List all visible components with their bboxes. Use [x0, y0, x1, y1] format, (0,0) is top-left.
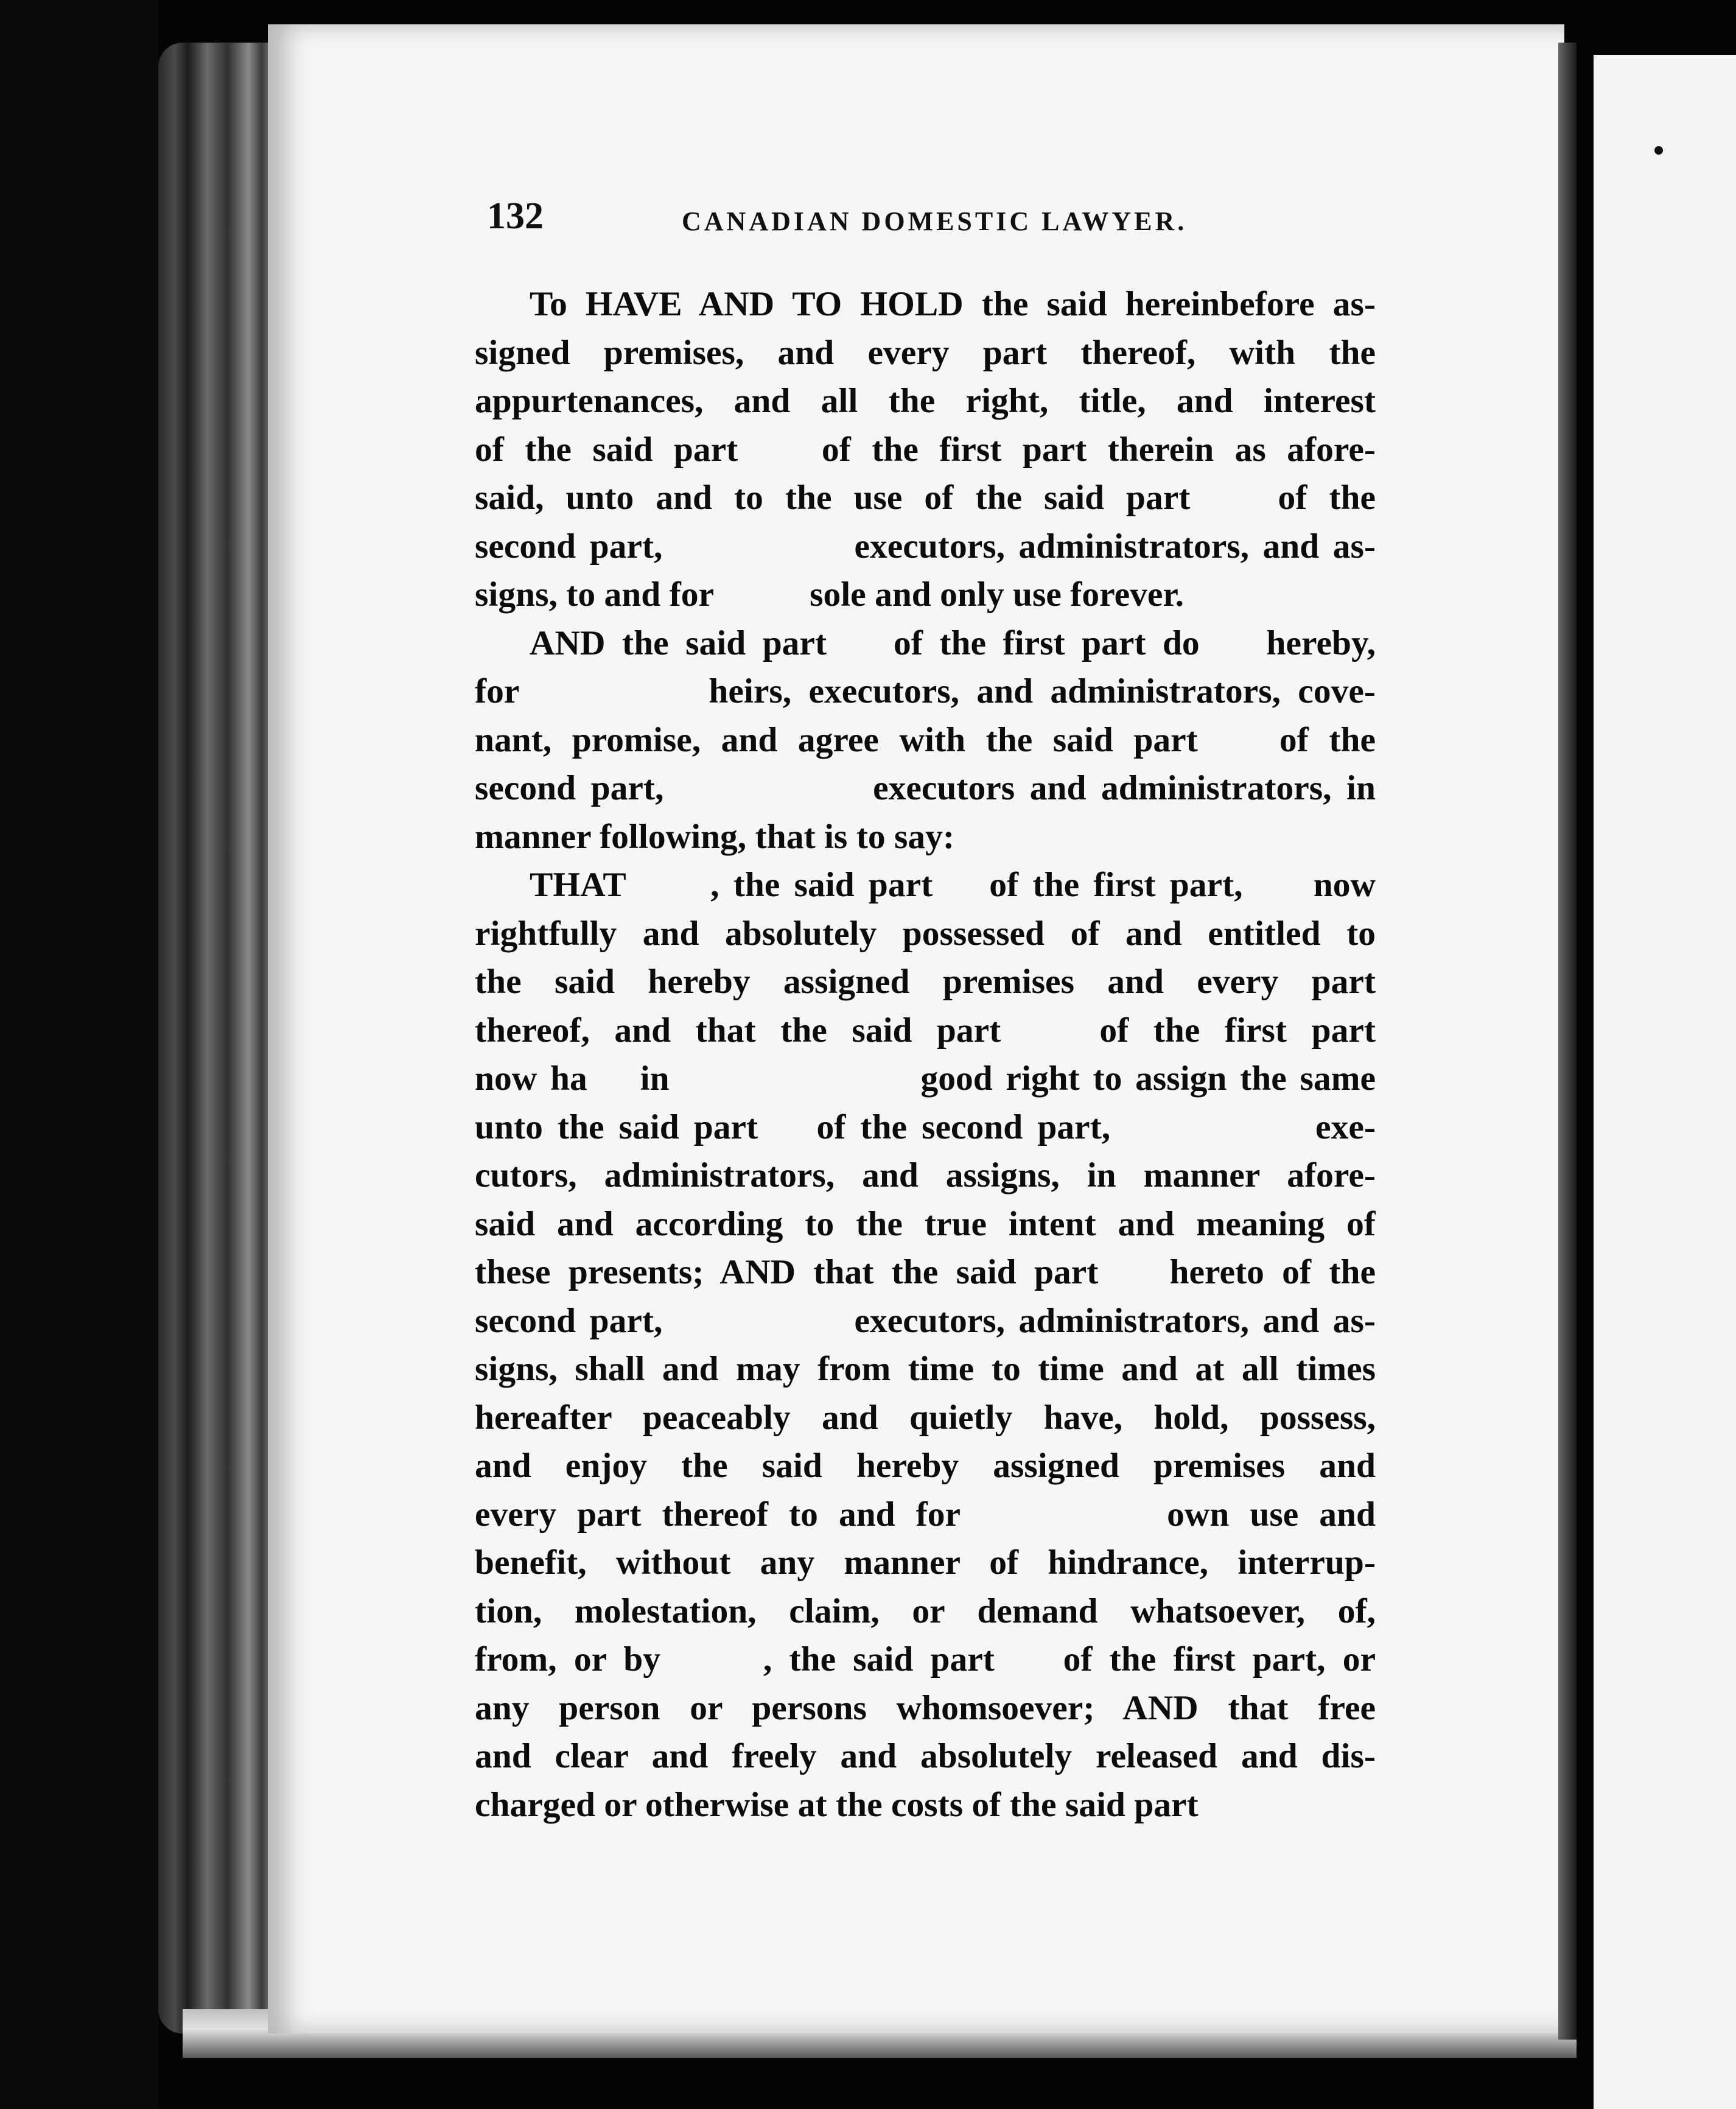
- text-line: said and according to the true intent and meaning of: [475, 1204, 1376, 1243]
- text-line: appurtenances, and all the right, title, and interest: [475, 382, 1376, 420]
- running-head: CANADIAN DOMESTIC LAWYER.: [682, 206, 1188, 236]
- text-line: second part, executors, administrators, and as-: [475, 527, 1376, 566]
- ink-speck: [1654, 146, 1663, 155]
- text-line: tion, molestation, claim, or demand whatsoever, of,: [475, 1591, 1376, 1630]
- gutter-shadow: [1558, 43, 1577, 2040]
- text-line: signs, shall and may from time to time and at all times: [475, 1350, 1376, 1388]
- text-line: nant, promise, and agree with the said part of the: [475, 720, 1376, 759]
- text-line: THAT , the said part of the first part, now: [530, 866, 1376, 904]
- text-line: now ha in good right to assign the same: [475, 1059, 1376, 1098]
- text-line: signed premises, and every part thereof, with the: [475, 333, 1376, 372]
- text-line: any person or persons whomsoever; AND that free: [475, 1688, 1376, 1727]
- text-line: charged or otherwise at the costs of the said part: [475, 1785, 1199, 1824]
- text-line: rightfully and absolutely possessed of and entitled to: [475, 914, 1376, 953]
- text-line: manner following, that is to say:: [475, 817, 954, 856]
- text-line: these presents; AND that the said part hereto of the: [475, 1253, 1376, 1291]
- text-line: second part, executors and administrators, in: [475, 769, 1376, 807]
- text-line: benefit, without any manner of hindrance, interrup-: [475, 1543, 1376, 1582]
- text-line: and clear and freely and absolutely released and dis-: [475, 1737, 1376, 1775]
- body-text: [475, 280, 1376, 1829]
- facing-page: [1594, 55, 1736, 2109]
- text-line: for heirs, executors, and administrators, cove-: [475, 672, 1376, 711]
- text-line: thereof, and that the said part of the first part: [475, 1011, 1376, 1050]
- scan-background-left: [0, 0, 158, 2109]
- text-line: second part, executors, administrators, and as-: [475, 1301, 1376, 1340]
- text-line: said, unto and to the use of the said part of the: [475, 479, 1376, 517]
- text-line: hereafter peaceably and quietly have, hold, possess,: [475, 1398, 1376, 1437]
- page-header: [487, 195, 1388, 244]
- text-line: unto the said part of the second part, exe-: [475, 1107, 1376, 1146]
- text-line: every part thereof to and for own use and: [475, 1495, 1376, 1534]
- text-line: AND the said part of the first part do hereby,: [530, 623, 1376, 662]
- text-line: cutors, administrators, and assigns, in manner afore-: [475, 1156, 1376, 1195]
- text-line: the said hereby assigned premises and every part: [475, 963, 1376, 1001]
- text-line: signs, to and for sole and only use forever.: [475, 575, 1185, 614]
- text-line: To HAVE AND TO HOLD the said hereinbefore as-: [530, 285, 1376, 323]
- page-number: 132: [487, 195, 544, 237]
- text-line: and enjoy the said hereby assigned premises and: [475, 1447, 1376, 1485]
- text-line: from, or by , the said part of the first part, or: [475, 1640, 1376, 1679]
- text-line: of the said part of the first part therein as afore-: [475, 430, 1376, 469]
